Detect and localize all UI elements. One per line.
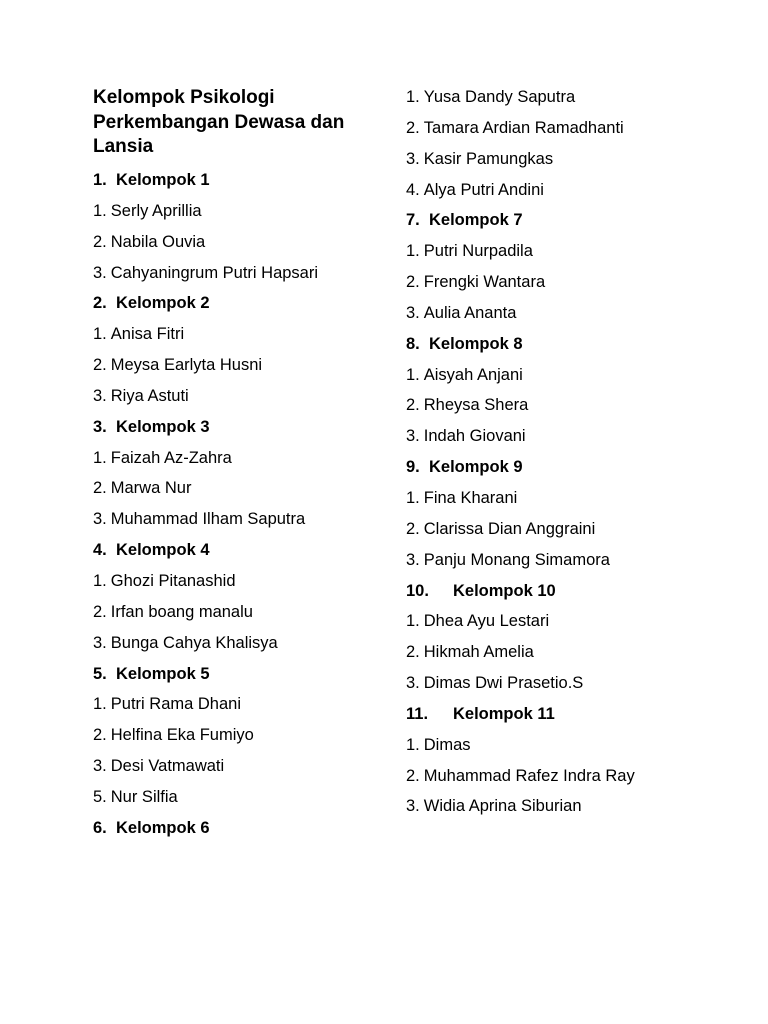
member-item — [406, 514, 736, 545]
member-number: 2. — [406, 118, 420, 137]
member-item — [406, 113, 736, 144]
group-name: Kelompok 1 — [116, 171, 210, 189]
member-number: 2. — [93, 356, 107, 375]
group-number: 6. — [93, 818, 107, 837]
member-number: 4. — [406, 180, 420, 199]
member-name: Cahyaningrum Putri Hapsari — [110, 263, 319, 282]
group-heading — [93, 412, 423, 443]
group-heading — [93, 535, 423, 566]
member-item — [406, 730, 736, 761]
member-item — [93, 597, 423, 628]
member-name: Dimas Dwi Prasetio.S — [423, 674, 584, 693]
member-number: 3. — [93, 633, 107, 652]
member-name: Dimas — [423, 735, 471, 754]
member-name: Widia Aprina Siburian — [423, 797, 582, 816]
group-name: Kelompok 10 — [453, 581, 556, 600]
member-number: 2. — [406, 519, 420, 538]
group-number: 9. — [406, 458, 420, 477]
member-number: 1. — [406, 488, 420, 507]
member-item — [93, 319, 423, 350]
member-number: 2. — [406, 643, 420, 662]
member-number: 1. — [406, 612, 420, 631]
group-number: 4. — [93, 541, 107, 560]
group-heading — [93, 659, 423, 690]
member-number: 1. — [406, 735, 420, 754]
member-name: Kasir Pamungkas — [423, 149, 554, 168]
group-name: Kelompok 11 — [453, 704, 555, 723]
group-heading — [93, 165, 423, 196]
member-name: Tamara Ardian Ramadhanti — [423, 118, 624, 137]
member-name: Indah Giovani — [423, 427, 526, 446]
member-name: Faizah Az-Zahra — [110, 448, 232, 467]
member-item — [93, 227, 423, 258]
member-name: Desi Vatmawati — [110, 757, 225, 776]
member-name: Hikmah Amelia — [423, 643, 534, 662]
member-item — [93, 782, 423, 813]
member-number: 3. — [93, 757, 107, 776]
member-name: Clarissa Dian Anggraini — [423, 519, 596, 538]
member-name: Yusa Dandy Saputra — [423, 88, 576, 106]
member-number: 3. — [406, 797, 420, 816]
member-item — [406, 360, 736, 391]
group-heading — [406, 699, 736, 730]
member-number: 3. — [406, 303, 420, 322]
group-name: Kelompok 9 — [429, 458, 523, 477]
member-number: 1. — [93, 448, 107, 467]
member-item — [93, 258, 423, 289]
group-number: 5. — [93, 664, 107, 683]
member-item — [406, 298, 736, 329]
member-name: Bunga Cahya Khalisya — [110, 633, 278, 652]
member-name: Helfina Eka Fumiyo — [110, 726, 254, 745]
member-name: Rheysa Shera — [423, 396, 529, 415]
group-number: 8. — [406, 334, 420, 353]
member-number: 1. — [93, 695, 107, 714]
member-number: 1. — [406, 242, 420, 261]
member-item — [406, 175, 736, 206]
group-number: 3. — [93, 417, 107, 436]
group-name: Kelompok 5 — [116, 664, 210, 683]
member-name: Frengki Wantara — [423, 273, 546, 292]
member-number: 1. — [93, 325, 107, 344]
member-name: Nur Silfia — [110, 787, 178, 806]
member-number: 2. — [93, 602, 107, 621]
member-name: Marwa Nur — [110, 479, 192, 498]
group-number: 1. — [93, 171, 107, 189]
member-number: 3. — [406, 550, 420, 569]
member-number: 2. — [406, 396, 420, 415]
group-name: Kelompok 7 — [429, 211, 523, 230]
right-column — [406, 82, 736, 822]
member-item — [93, 196, 423, 227]
member-item — [93, 504, 423, 535]
member-name: Alya Putri Andini — [423, 180, 544, 199]
member-item — [406, 144, 736, 175]
member-item — [93, 566, 423, 597]
member-name: Irfan boang manalu — [110, 602, 253, 621]
group-heading — [406, 576, 736, 607]
member-number: 3. — [406, 149, 420, 168]
member-item — [406, 390, 736, 421]
member-number: 3. — [93, 386, 107, 405]
member-number: 5. — [93, 787, 107, 806]
member-name: Aisyah Anjani — [423, 365, 523, 384]
member-number: 2. — [93, 232, 107, 251]
member-name: Muhammad Rafez Indra Ray — [423, 766, 635, 785]
group-heading — [406, 205, 736, 236]
member-item — [93, 443, 423, 474]
member-item — [406, 545, 736, 576]
member-name: Dhea Ayu Lestari — [423, 612, 550, 631]
member-number: 3. — [406, 674, 420, 693]
member-name: Putri Rama Dhani — [110, 695, 241, 714]
group-name: Kelompok 4 — [116, 541, 210, 560]
member-name: Aulia Ananta — [423, 303, 517, 322]
member-number: 3. — [406, 427, 420, 446]
group-number: 2. — [93, 294, 107, 313]
group-name: Kelompok 3 — [116, 417, 210, 436]
member-number: 1. — [406, 365, 420, 384]
member-item — [93, 751, 423, 782]
member-item — [406, 421, 736, 452]
member-number: 3. — [93, 510, 107, 529]
member-item — [93, 720, 423, 751]
member-item — [93, 689, 423, 720]
member-number: 2. — [406, 766, 420, 785]
group-number: 7. — [406, 211, 420, 230]
member-item — [93, 381, 423, 412]
member-name: Ghozi Pitanashid — [110, 571, 236, 590]
member-number: 1. — [406, 88, 420, 106]
member-number: 1. — [93, 571, 107, 590]
member-name: Riya Astuti — [110, 386, 189, 405]
member-item — [406, 668, 736, 699]
member-item — [406, 761, 736, 792]
member-item — [93, 350, 423, 381]
member-number: 1. — [93, 201, 107, 220]
member-number: 2. — [93, 726, 107, 745]
group-heading — [406, 452, 736, 483]
group-name: Kelompok 2 — [116, 294, 210, 313]
group-heading — [406, 329, 736, 360]
member-number: 2. — [406, 273, 420, 292]
member-name: Anisa Fitri — [110, 325, 185, 344]
member-item — [406, 82, 736, 113]
group-heading — [93, 813, 423, 844]
group-heading — [93, 288, 423, 319]
left-column — [93, 165, 423, 844]
member-item — [406, 236, 736, 267]
member-number: 3. — [93, 263, 107, 282]
member-item — [406, 483, 736, 514]
page-title: Kelompok Psikologi Perkembangan Dewasa dan Lansia — [93, 87, 345, 157]
member-item — [406, 637, 736, 668]
member-item — [93, 628, 423, 659]
group-name: Kelompok 8 — [429, 334, 523, 353]
member-item — [406, 267, 736, 298]
member-item — [93, 473, 423, 504]
group-number: 10. — [406, 581, 429, 600]
member-name: Meysa Earlyta Husni — [110, 356, 263, 375]
member-name: Putri Nurpadila — [423, 242, 533, 261]
member-name: Nabila Ouvia — [110, 232, 206, 251]
member-name: Fina Kharani — [423, 488, 518, 507]
group-name: Kelompok 6 — [116, 818, 210, 837]
group-number: 11. — [406, 704, 429, 723]
member-item — [406, 791, 736, 822]
member-item — [406, 606, 736, 637]
member-name: Muhammad Ilham Saputra — [110, 510, 306, 529]
member-name: Serly Aprillia — [110, 201, 202, 220]
member-name: Panju Monang Simamora — [423, 550, 610, 569]
member-number: 2. — [93, 479, 107, 498]
